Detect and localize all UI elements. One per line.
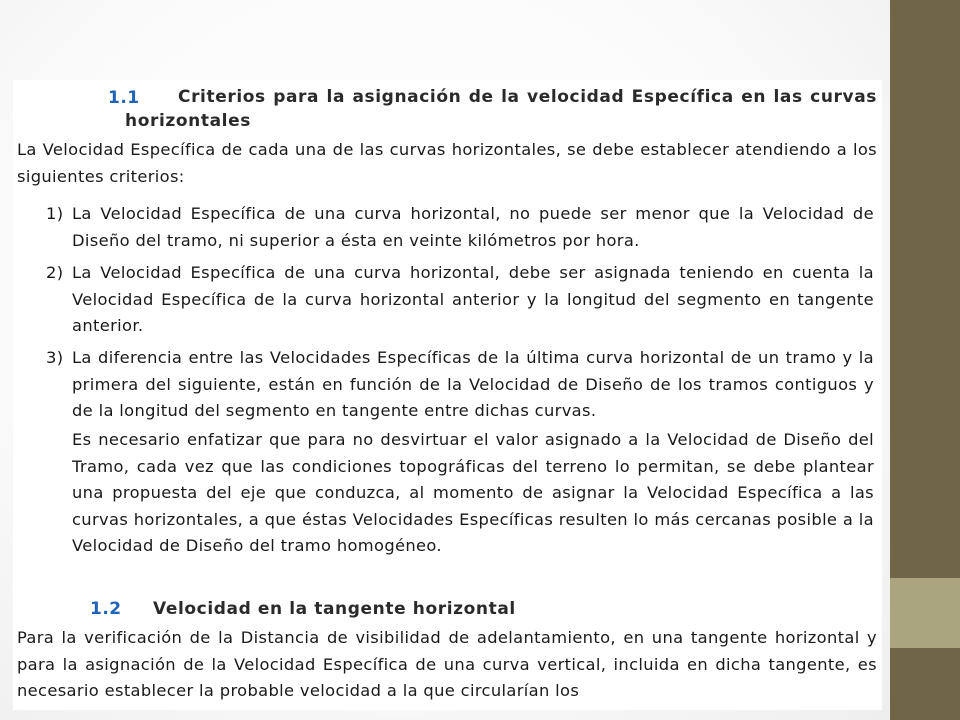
side-bar-bottom bbox=[890, 648, 960, 720]
side-bar-top bbox=[890, 0, 960, 578]
criterion-1-text: La Velocidad Específica de una curva horizontal, no puede ser menor que la Velocidad de Diseño del tramo, ni superior a ésta en veinte kilómetros por hora. bbox=[72, 204, 874, 250]
section-1-title: Criterios para la asignación de la velocidad Específica en las curvas horizontales bbox=[125, 87, 877, 131]
document-excerpt bbox=[13, 80, 882, 710]
section-2-paragraph: Para la verificación de la Distancia de visibilidad de adelantamiento, en una tangente horizontal y para la asignación de la Velocidad Específica de una curva vertical, incluida en dicha tangente, es necesario establecer la probable velocidad a la que circularían los bbox=[17, 628, 877, 700]
intro-paragraph: La Velocidad Específica de cada una de las curvas horizontales, se debe establecer atendiendo a los siguientes criterios: bbox=[17, 140, 877, 186]
side-bar-accent bbox=[890, 578, 960, 648]
criterion-2-number: 2) bbox=[46, 263, 64, 282]
section-2-number: 1.2 bbox=[90, 599, 122, 619]
note-paragraph: Es necesario enfatizar que para no desvirtuar el valor asignado a la Velocidad de Diseño del Tramo, cada vez que las condiciones topográficas del terreno lo permitan, se debe plantear una propuesta del eje que conduzca, al momento de asignar la Velocidad Específica a las curvas horizontales, a que éstas Velocidades Específicas resulten lo más cercanas posible a la Velocidad de Diseño del tramo homogéneo. bbox=[72, 430, 874, 555]
section-1-number: 1.1 bbox=[108, 88, 140, 108]
criterion-2-text: La Velocidad Específica de una curva horizontal, debe ser asignada teniendo en cuenta la Velocidad Específica de la curva horizontal anterior y la longitud del segmento en tangente anterior. bbox=[72, 263, 874, 335]
criterion-1-number: 1) bbox=[46, 204, 64, 223]
section-2-title: Velocidad en la tangente horizontal bbox=[153, 599, 516, 619]
criterion-3-number: 3) bbox=[46, 348, 64, 367]
criterion-3-text: La diferencia entre las Velocidades Específicas de la última curva horizontal de un tramo y la primera del siguiente, están en función de la Velocidad de Diseño de los tramos contiguos y de la longitud del segmento en tangente entre dichas curvas. bbox=[72, 348, 874, 420]
